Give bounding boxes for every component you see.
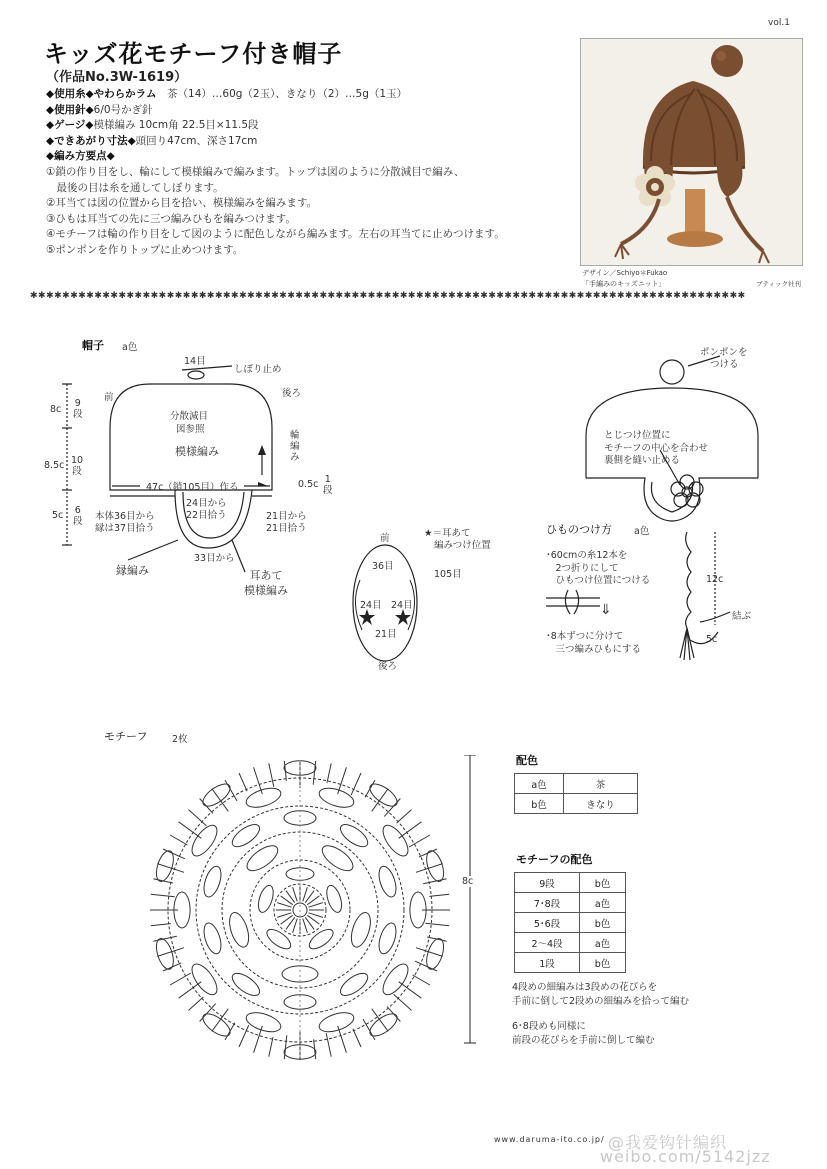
motif-petal	[318, 841, 357, 875]
pattern-label: 模様編み	[175, 445, 219, 458]
motif-petal	[229, 820, 263, 850]
cast-on-label: 47c（鎖105目）作る	[146, 482, 239, 493]
front-label: 前	[104, 392, 114, 403]
hat-color: a色	[122, 342, 138, 353]
top-36: 36目	[372, 561, 394, 572]
motif-stitch	[372, 1009, 389, 1032]
spec-yarn: ◆使用糸◆やわらかラム 茶（14）…60g（2玉）、きなり（2）…5g（1玉）	[46, 88, 408, 100]
dim-10-rows: 10 段	[71, 455, 84, 477]
step-1: ①鎖の作り目をし、輪にして模様編みで編みます。トップは図のように分散減目で編み、	[46, 165, 465, 178]
motif-petal	[226, 910, 253, 949]
motif-stitch	[326, 1033, 331, 1057]
top-24-left: 24目	[360, 600, 382, 611]
motif-stitch	[293, 887, 298, 901]
motif-petal	[324, 884, 345, 915]
table-row: 2〜4段 a色	[515, 933, 626, 953]
motif-stitch	[254, 1026, 263, 1053]
spec-size: ◆できあがり寸法◆頭回り47cm、深さ17cm	[46, 134, 258, 147]
motif-petal	[201, 921, 225, 956]
hat-photo	[580, 38, 803, 266]
publisher-credit: ブティック社刊	[756, 280, 801, 288]
motif-stitch	[212, 1009, 229, 1032]
see-diagram-label: 図参照	[176, 424, 205, 435]
watermark-url: weibo.com/5142jzz	[600, 1147, 771, 1166]
motif-petal	[187, 821, 221, 860]
edge-dim: 0.5c	[298, 479, 319, 490]
page-title: キッズ花モチーフ付き帽子	[44, 40, 343, 68]
dim-5c: 5c	[52, 510, 64, 521]
motif-stitch	[427, 937, 447, 941]
motif-stitch	[351, 773, 361, 795]
motif-petal	[378, 960, 412, 999]
motif-stitch	[151, 924, 171, 926]
step-5: ⑤ポンポンを作りトップに止めつけます。	[46, 243, 244, 256]
cord-step-1: ･60cmの糸12本を 2つ折りにして ひもつけ位置につける	[546, 550, 651, 586]
motif-petal	[243, 841, 282, 875]
top-front: 前	[380, 533, 390, 544]
motif-petal	[282, 966, 318, 982]
right-pick-label: 21目から 21目拾う	[266, 511, 307, 534]
motif-stitch	[239, 773, 247, 791]
book-credit: 「手編みのキッズニット」	[582, 280, 666, 288]
motif-petal	[244, 1009, 283, 1036]
motif-petal	[187, 960, 221, 999]
motif-stitch	[303, 887, 308, 901]
dim-8-5c: 8.5c	[44, 460, 65, 471]
motif-size: 8c	[462, 876, 474, 887]
motif-stitch	[399, 822, 422, 839]
motif-stitch	[254, 767, 263, 794]
pompom-label: ポンポンを つける	[700, 347, 748, 370]
hat-title: 帽子	[82, 339, 104, 352]
motif-stitch	[303, 919, 308, 933]
notes-2: 6･8段めも同様に 前段の花びらを手前に倒して編む	[512, 1021, 655, 1046]
dim-6-rows: 6 段	[73, 505, 83, 527]
back-label: 後ろ	[282, 388, 302, 399]
dim-9-rows: 9 段	[73, 398, 83, 420]
table-row: 1段 b色	[515, 953, 626, 973]
motif-stitch	[293, 919, 298, 933]
top-stitches: 14目	[184, 356, 206, 367]
bottom-pick-label: 33目から	[194, 553, 235, 564]
edging-label: 縁編み	[116, 564, 149, 577]
motif-petal	[337, 820, 371, 850]
motif-petal	[286, 868, 314, 881]
cord-title: ひものつけ方	[546, 523, 612, 536]
motif-title: モチーフ	[104, 730, 148, 743]
motif-petal	[337, 969, 371, 999]
earflap-legend: ★＝耳あて 編みつけ位置	[424, 528, 491, 551]
step-1-cont: 最後の目は糸を通してしぼります。	[46, 181, 224, 194]
motif-stitch	[269, 1037, 273, 1057]
motif-stitch	[225, 780, 237, 801]
motif-stitch	[397, 810, 412, 823]
motif-chart	[140, 750, 460, 1070]
motif-stitch	[277, 913, 291, 918]
motif-petal	[317, 785, 356, 812]
motif-stitch	[309, 913, 323, 918]
arrow-down: ⇓	[600, 602, 612, 618]
motif-petal	[255, 884, 276, 915]
edge-rows: 1 段	[323, 474, 333, 496]
footer-url: www.daruma-ito.co.jp/	[494, 1135, 605, 1144]
motif-petal	[284, 811, 316, 825]
motif-stitch	[269, 763, 274, 787]
top-back: 後ろ	[378, 661, 398, 672]
motif-stitch	[277, 903, 291, 908]
motif-stitch	[170, 835, 187, 845]
top-21: 21目	[375, 629, 397, 640]
motif-petal	[378, 821, 412, 860]
step-2: ②耳当ては図の位置から目を拾い、模様編みを編みます。	[46, 197, 318, 210]
left-pick-label: 本体36目から 縁は37目拾う	[95, 511, 155, 534]
motif-petal	[229, 969, 263, 999]
motif-stitch	[189, 810, 207, 826]
length-12c: 12c	[706, 574, 724, 585]
cord-step-2: ･8本ずつに分けて 三つ編みひもにする	[546, 631, 642, 655]
spec-gauge: ◆ゲージ◆模様編み 10cm角 22.5目×11.5段	[46, 119, 259, 132]
round-knit-label: 輪 編 み	[290, 430, 300, 463]
motif-stitch	[338, 767, 347, 794]
table-row: 5･6段 b色	[515, 913, 626, 933]
product-number: （作品No.3W-1619）	[46, 70, 188, 85]
design-credit: デザイン／Schiyo＊Fukao	[582, 269, 668, 277]
motif-stitch	[413, 975, 430, 985]
mid-pick-label: 24目から 22目拾う	[186, 498, 227, 521]
motif-petal	[244, 785, 283, 812]
motif-stitch	[419, 849, 437, 857]
volume-label: vol.1	[768, 18, 790, 28]
table-row: 7･8段 a色	[515, 893, 626, 913]
motif-stitch	[327, 763, 331, 783]
motif-petal	[306, 926, 336, 953]
motif-stitch	[384, 799, 400, 817]
dim-8c: 8c	[50, 404, 62, 415]
motif-stitch	[399, 982, 422, 999]
motif-stitch	[363, 1019, 375, 1040]
cinch-label: しぼり止め	[234, 364, 282, 375]
top-24-right: 24目	[391, 600, 413, 611]
motif-petal	[201, 864, 225, 899]
cord-color: a色	[634, 526, 650, 537]
motif-stitch	[394, 994, 412, 1010]
table-row: a色 茶	[515, 774, 638, 794]
motif-stitch	[179, 822, 202, 839]
motif-petal	[348, 910, 375, 949]
specifications	[46, 87, 576, 259]
motif-stitch	[239, 1025, 249, 1047]
motif-stitch	[212, 789, 229, 812]
motif-color-table	[514, 872, 626, 973]
motif-stitch	[179, 982, 202, 999]
motif-stitch	[151, 894, 175, 897]
earflap-label: 耳あて 模様編み	[244, 569, 288, 597]
motif-attach-note: とじつけ位置に モチーフの中心を合わせ 裏側を縫い止める	[604, 430, 709, 466]
step-4: ④モチーフは輪の作り目をして図のように配色しながら編みます。左右の耳当てに止めつけます。	[46, 228, 505, 241]
total-stitches: 105目	[434, 569, 462, 580]
color-table	[514, 773, 638, 814]
motif-stitch	[425, 923, 449, 926]
motif-stitch	[153, 879, 173, 883]
motif-color-table-title: モチーフの配色	[516, 853, 593, 866]
motif-petal	[317, 1009, 356, 1036]
tie-label: 結ぶ	[732, 611, 752, 622]
table-row: b色 きなり	[515, 794, 638, 814]
motif-stitch	[309, 903, 323, 908]
motif-stitch	[415, 961, 437, 971]
motif-stitch	[225, 1023, 235, 1040]
star-divider: ✱✱✱✱✱✱✱✱✱✱✱✱✱✱✱✱✱✱✱✱✱✱✱✱✱✱✱✱✱✱✱✱✱✱✱✱✱✱✱✱✱✱✱✱✱✱✱✱✱✱✱✱✱✱✱✱✱✱✱✱✱✱✱✱✱✱✱✱✱✱✱✱✱✱✱✱✱✱✱✱✱✱✱✱✱✱✱✱✱	[30, 291, 746, 301]
motif-stitch	[338, 1026, 347, 1053]
motif-stitch	[429, 894, 449, 896]
motif-stitch	[372, 789, 389, 812]
motif-stitch	[353, 1029, 361, 1047]
notes-1: 4段めの細編みは3段めの花びらを 手前に倒して2段めの細編みを拾って編む	[512, 982, 690, 1007]
assembly-diagram	[540, 340, 800, 670]
motif-stitch	[365, 780, 375, 797]
motif-size-line	[460, 755, 480, 1045]
step-3: ③ひもは耳当ての先に三つ編みひもを編みつけます。	[46, 212, 296, 225]
spec-points: ◆編み方要点◆	[46, 150, 115, 163]
motif-stitch	[163, 849, 185, 859]
spec-needle: ◆使用針◆6/0号かぎ針	[46, 103, 153, 116]
motif-stitch	[163, 963, 181, 971]
watermark-handle: @我爱钩针编织	[608, 1133, 728, 1152]
length-5c: 5c	[706, 634, 718, 645]
table-row: 9段 b色	[515, 873, 626, 893]
color-table-title: 配色	[516, 754, 538, 767]
decrease-label: 分散減目	[170, 411, 209, 422]
motif-count: 2枚	[172, 734, 188, 745]
motif-stitch	[200, 1004, 216, 1022]
motif-stitch	[189, 997, 204, 1010]
